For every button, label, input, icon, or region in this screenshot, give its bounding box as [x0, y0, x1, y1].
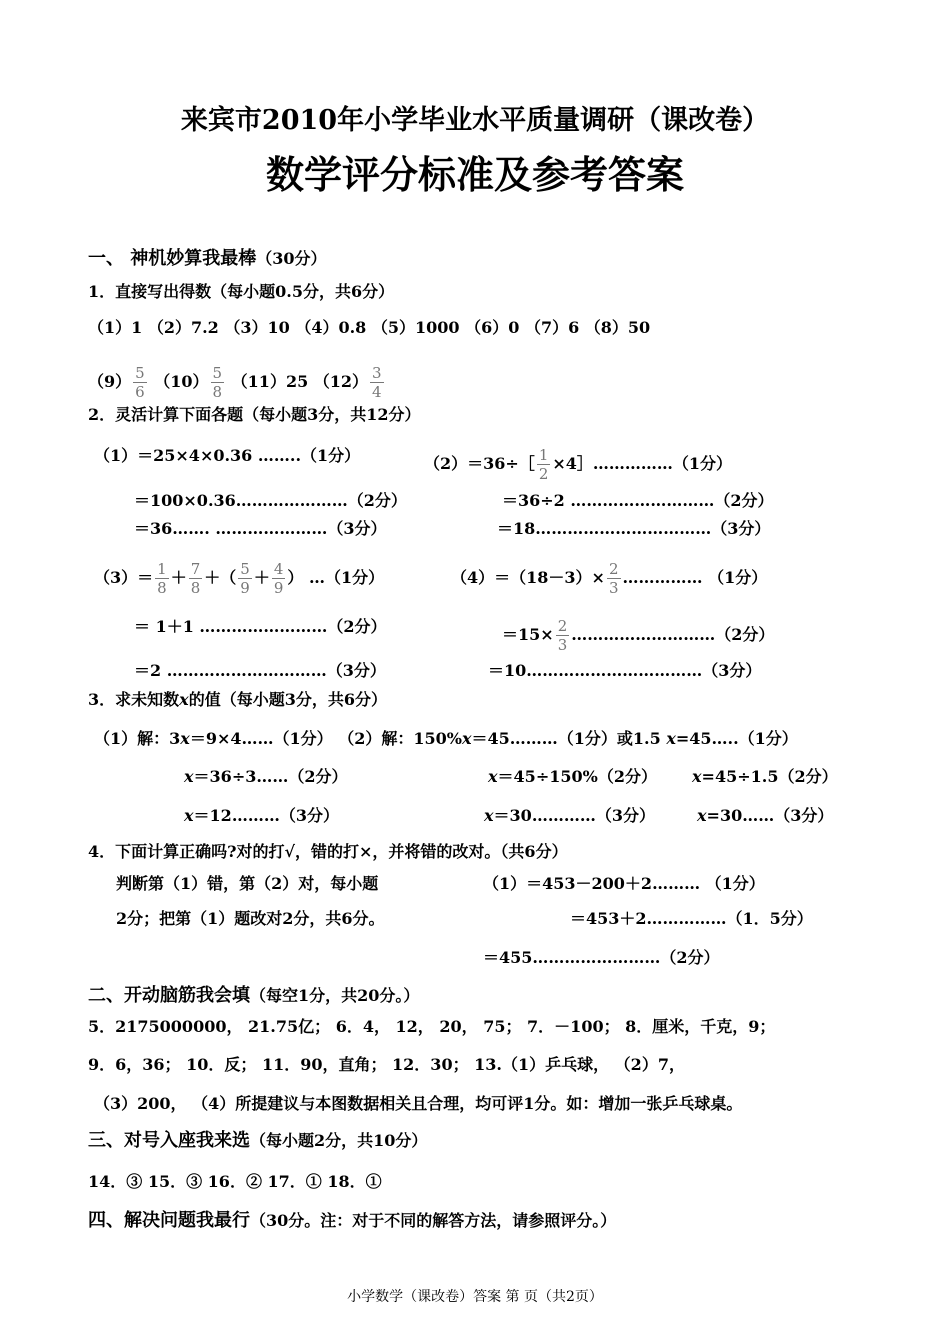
fraction: $\frac{4}{9}$	[273, 560, 284, 597]
q3-line1: （1）解：3x＝9×4……（1分） （2）解：150%x＝45………（1分）或1.5 x=45…..（1分）	[94, 729, 798, 748]
q1-label-9: （9）	[88, 372, 132, 391]
q3-p2-alt-step2: x=45÷1.5（2分）	[692, 767, 838, 786]
q2-p1-step3: ＝36……. …………………（3分）	[134, 519, 387, 538]
fraction: $\frac{5}{8}$	[212, 364, 223, 401]
page-footer: 小学数学（课改卷）答案 第 页（共2页）	[347, 1289, 603, 1305]
fraction: $\frac{7}{8}$	[190, 560, 201, 597]
fraction: $\frac{1}{2}$	[538, 446, 549, 483]
fraction: $\frac{2}{3}$	[557, 617, 568, 654]
section-1-heading	[88, 249, 327, 269]
q4-correction-step1: （1）＝453－200＋2……… （1分）	[483, 874, 765, 893]
q2-p4-step2: ＝15× $\frac{2}{3}$ ………………………（2分）	[502, 617, 775, 654]
fraction: $\frac{5}{6}$	[135, 364, 145, 401]
q3-p2-alt-step3: x=30……（3分）	[697, 806, 834, 825]
q1-answers-row2	[88, 364, 386, 401]
q3-p2-step3: x＝30…………（3分）	[484, 806, 655, 825]
fraction: $\frac{2}{3}$	[608, 560, 619, 597]
q2-p1-step2: ＝100×0.36…………………（2分）	[134, 491, 407, 510]
q4-correction-step3: ＝455……………………（2分）	[483, 948, 720, 967]
q3-heading: 3．求未知数x的值（每小题3分，共6分）	[88, 690, 387, 709]
section-1-title: 一、 神机妙算我最棒	[88, 248, 257, 269]
fraction: $\frac{3}{4}$	[372, 364, 382, 401]
q4-note-line1: 判断第（1）错，第（2）对，每小题	[116, 874, 379, 893]
q3-p1-step3: x＝12………（3分）	[184, 806, 339, 825]
q1-answers-row1: （1）1 （2）7.2 （3）10 （4）0.8 （5）1000 （6）0 （7）6 （8）50	[88, 318, 651, 337]
q2-p4-step3: ＝10……………………………（3分）	[488, 661, 762, 680]
section-3-heading: 三、对号入座我来选（每小题2分，共10分）	[88, 1130, 428, 1151]
q2-p2-step1: （2）＝36÷［ $\frac{1}{2}$ ×4］……………（1分）	[424, 446, 733, 483]
fraction: $\frac{5}{9}$	[240, 560, 250, 597]
section-3-answers: 14．③ 15．③ 16．② 17．① 18．①	[88, 1172, 382, 1191]
q3-p1-step2: x＝36÷3……（2分）	[184, 767, 348, 786]
q2-heading: 2．灵活计算下面各题（每小题3分，共12分）	[88, 405, 421, 424]
q2-p3-step3: ＝2 …………………………（3分）	[134, 661, 386, 680]
fraction: $\frac{1}{8}$	[157, 560, 167, 597]
q2-p1-step1: （1）＝25×4×0.36 ……..（1分）	[94, 446, 361, 465]
section-1-points: （30分）	[256, 249, 327, 268]
q1-heading: 1．直接写出得数（每小题0.5分，共6分）	[88, 282, 395, 301]
q2-p2-step2: ＝36÷2 ………………………（2分）	[502, 491, 774, 510]
document-subtitle: 数学评分标准及参考答案	[265, 153, 684, 197]
q4-heading: 4．下面计算正确吗?对的打√，错的打×，并将错的改对。（共6分）	[88, 842, 568, 861]
q2-p3-step2: ＝ 1＋1 ……………………（2分）	[134, 617, 387, 636]
q3-p2-step2: x＝45÷150%（2分）	[488, 767, 657, 786]
q4-note-line2: 2分；把第（1）题改对2分，共6分。	[116, 909, 385, 928]
q2-p3-step1: （3）＝ $\frac{1}{8}$ ＋ $\frac{7}{8}$ ＋（ $\frac{5}{9}$ ＋ $\frac{4}{9}$ ） …（1分）	[94, 560, 385, 597]
section-2-answers-line2: 9．6，36； 10．反； 11．90，直角； 12．30； 13.（1）乒乓球， （2）7，	[88, 1055, 685, 1074]
q4-correction-step2: ＝453＋2……………（1．5分）	[570, 909, 813, 928]
q1-label-11-12: （11）25 （12）	[231, 372, 369, 391]
section-2-heading: 二、开动脑筋我会填（每空1分，共20分。）	[88, 985, 420, 1006]
section-4-heading: 四、解决问题我最行（30分。注：对于不同的解答方法，请参照评分。）	[88, 1210, 617, 1231]
document-title: 来宾市2010年小学毕业水平质量调研（课改卷）	[180, 105, 770, 136]
section-2-answers-line3: （3）200， （4）所提建议与本图数据相关且合理，均可评1分。如：增加一张乒乓球桌。	[94, 1094, 743, 1113]
q2-p4-step1: （4）＝（18－3）× $\frac{2}{3}$ …………… （1分）	[451, 560, 768, 597]
q2-p2-step3: ＝18……………………………（3分）	[497, 519, 771, 538]
q1-label-10: （10）	[154, 372, 209, 391]
section-2-answers-line1: 5．2175000000， 21.75亿； 6．4， 12， 20， 75； 7．－100； 8．厘米，千克，9；	[88, 1017, 776, 1036]
